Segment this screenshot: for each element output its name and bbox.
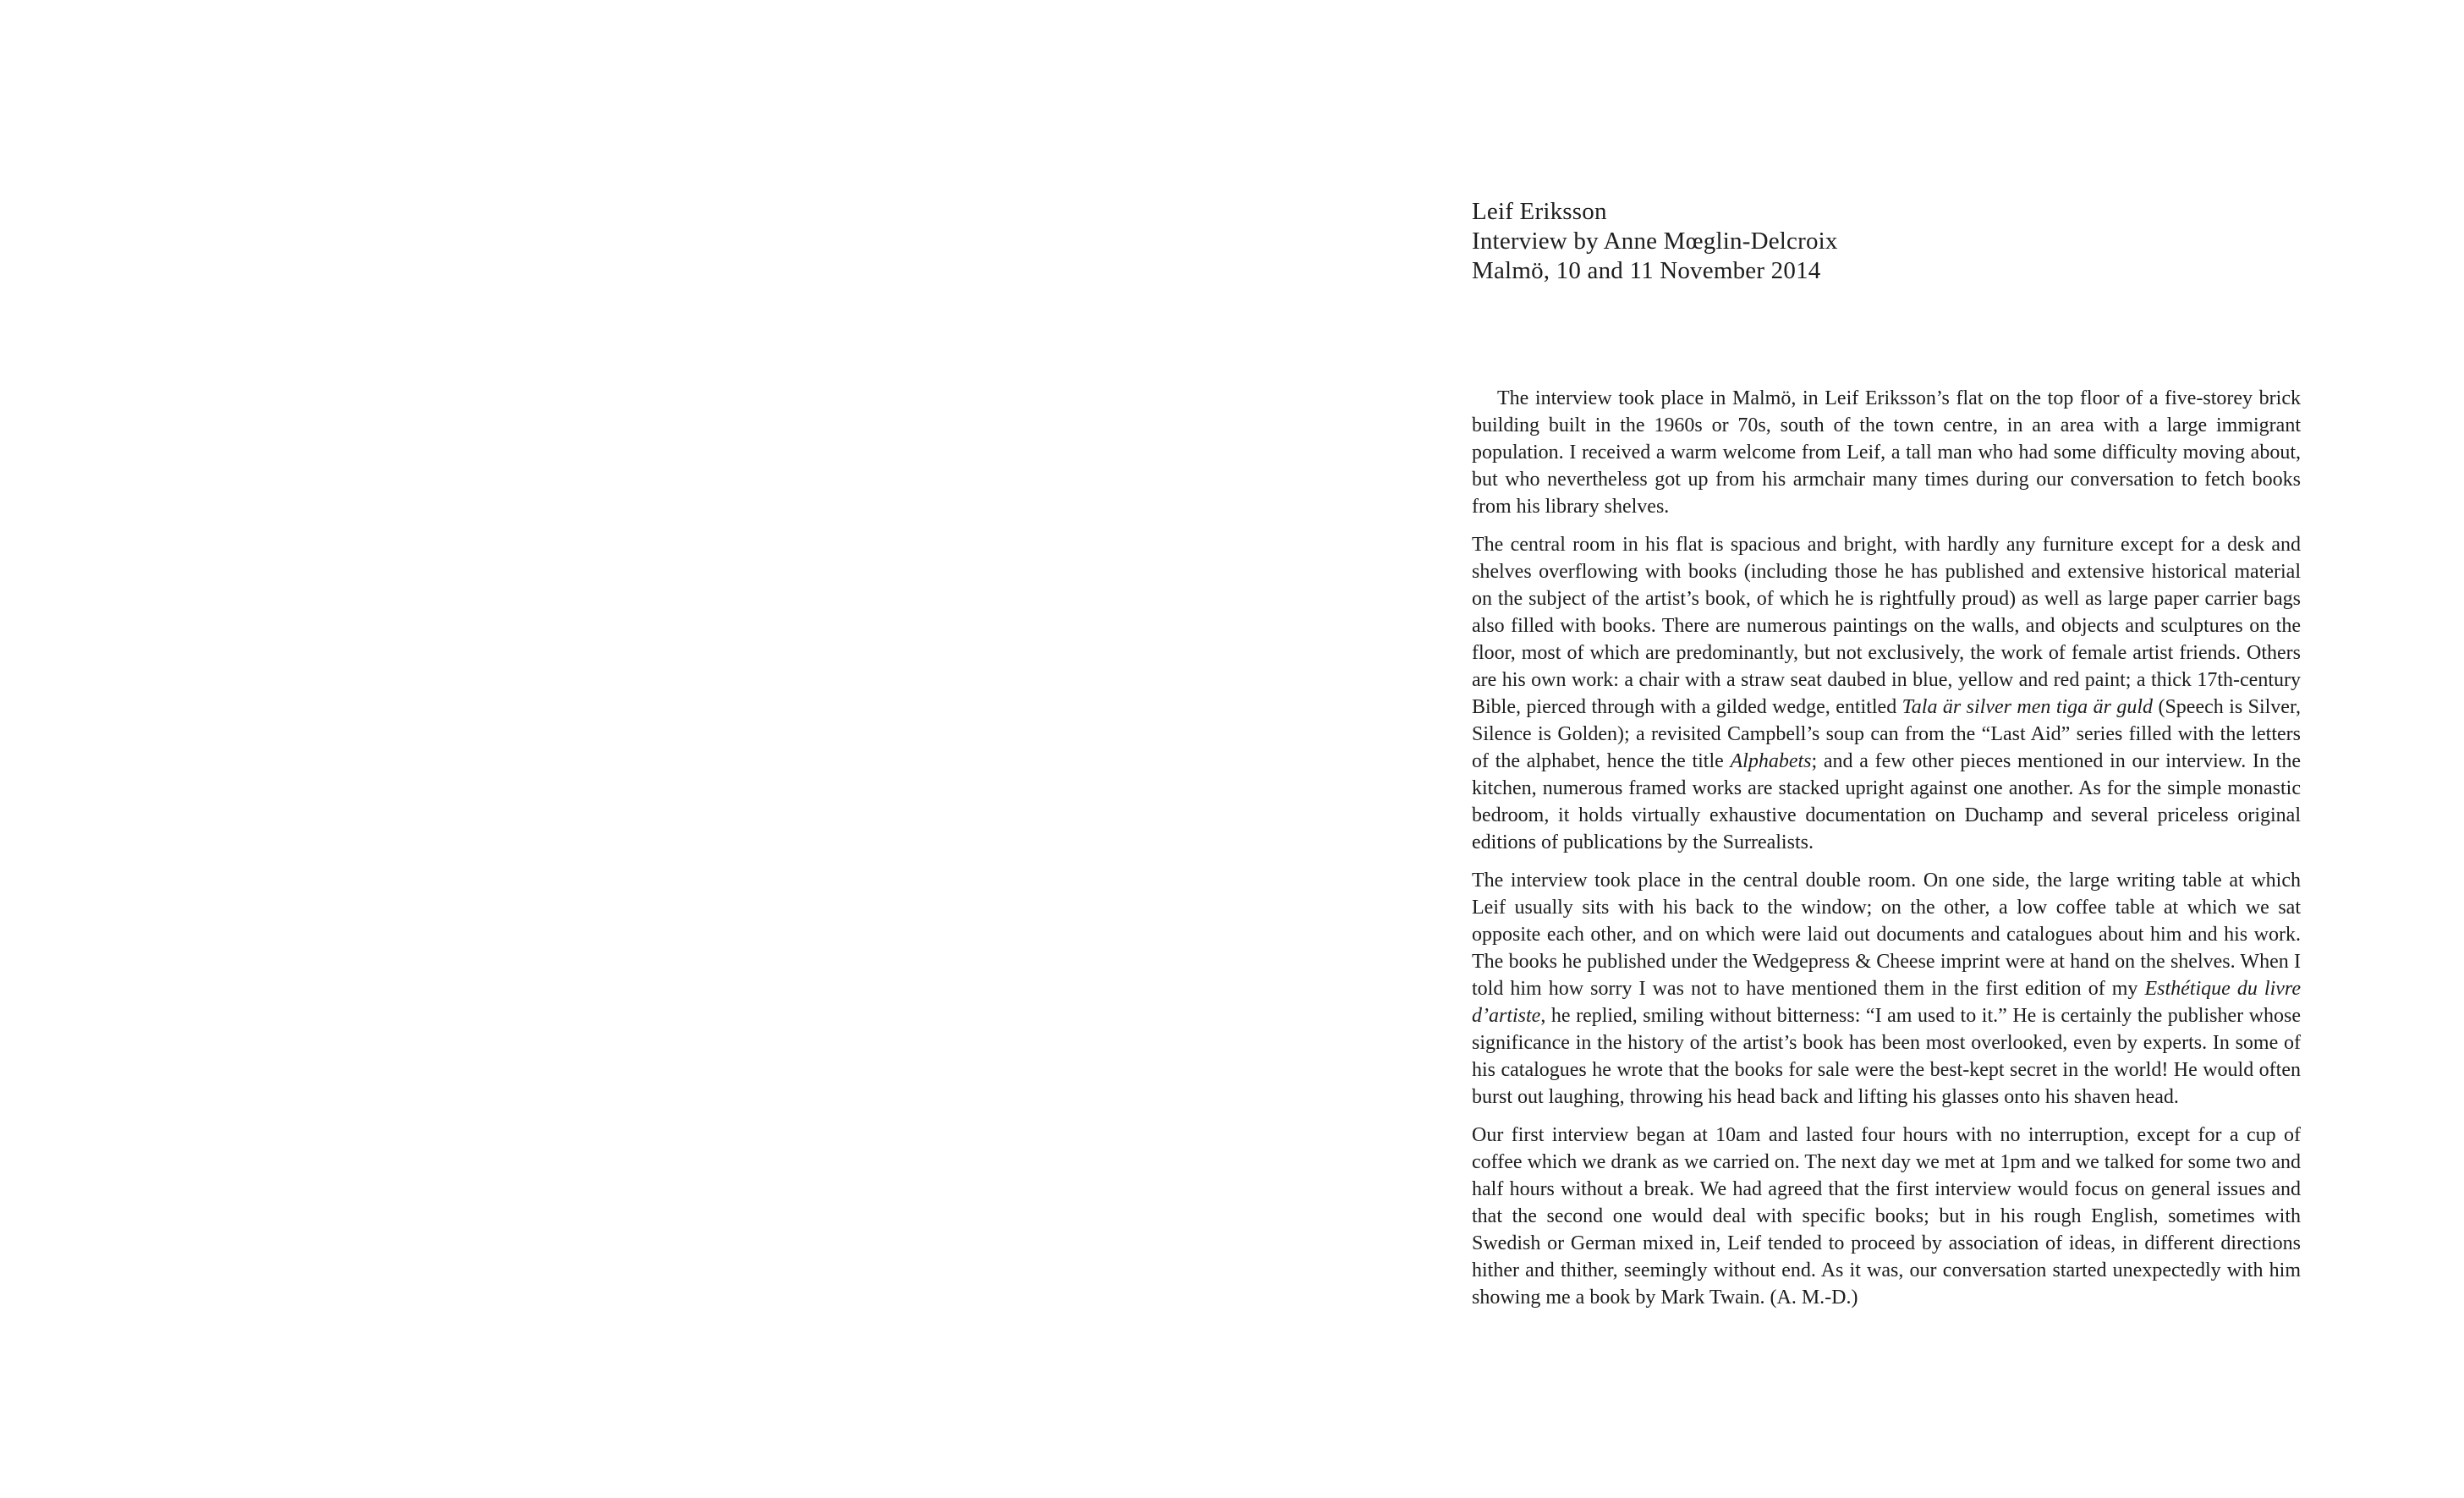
italic-work-title: Esthétique du livre d’artiste <box>1472 978 2301 1027</box>
text-run: ; and a few other pieces mentioned in our interview. In the kitchen, numerous framed works are stacked upright against one another. As for the simple monastic bedroom, it holds virtually exhaustive documentation on Duchamp and several priceless original editions of publications by the Surrealists. <box>1472 750 2301 853</box>
paragraph-2 <box>1472 531 2301 856</box>
text-column <box>1472 197 2301 1322</box>
text-run: The interview took place in Malmö, in Leif Eriksson’s flat on the top floor of a five-storey brick building built in the 1960s or 70s, south of the town centre, in an area with a large immigrant population. I received a warm welcome from Leif, a tall man who had some difficulty moving about, but who nevertheless got up from his armchair many times during our conversation to fetch books from his library shelves. <box>1472 387 2301 518</box>
paragraph-4 <box>1472 1122 2301 1311</box>
text-run: , he replied, smiling without bitterness: “I am used to it.” He is certainly the publisher whose significance in the history of the artist’s book has been most overlooked, even by experts. In some of his catalogues he wrote that the books for sale were the best-kept secret in the world! He would often burst out laughing, throwing his head back and lifting his glasses onto his shaven head. <box>1472 1005 2301 1108</box>
text-run: Our first interview began at 10am and lasted four hours with no interruption, except for a cup of coffee which we drank as we carried on. The next day we met at 1pm and we talked for some two and half hours without a break. We had agreed that the first interview would focus on general issues and that the second one would deal with specific books; but in his rough English, sometimes with Swedish or German mixed in, Leif tended to proceed by association of ideas, in different directions hither and thither, seemingly without end. As it was, our conversation started unexpectedly with him showing me a book by Mark Twain. (A. M.-D.) <box>1472 1124 2301 1309</box>
interview-byline: Interview by Anne Mœglin-Delcroix <box>1472 228 1838 255</box>
heading-block <box>1472 197 2301 286</box>
paragraph-1 <box>1472 385 2301 520</box>
text-run: The central room in his flat is spacious and bright, with hardly any furniture except for a desk and shelves overflowing with books (including those he has published and extensive historical material on the subject of the artist’s book, of which he is rightfully proud) as well as large paper carrier bags also filled with books. There are numerous paintings on the walls, and objects and sculptures on the floor, most of which are predominantly, but not exclusively, the work of female artist friends. Others are his own work: a chair with a straw seat daubed in blue, yellow and red paint; a thick 17th-century Bible, pierced through with a gilded wedge, entitled <box>1472 534 2301 718</box>
text-run: The interview took place in the central double room. On one side, the large writing table at which Leif usually sits with his back to the window; on the other, a low coffee table at which we sat opposite each other, and on which were laid out documents and catalogues about him and his work. The books he published under the Wedgepress & Cheese imprint were at hand on the shelves. When I told him how sorry I was not to have mentioned them in the first edition of my <box>1472 870 2301 1000</box>
author-name: Leif Eriksson <box>1472 198 1607 225</box>
text-run: (Speech is Silver, Silence is Golden); a revisited Campbell’s soup can from the “Last Aid” series filled with the letters of the alphabet, hence the title <box>1472 696 2301 772</box>
place-date-line: Malmö, 10 and 11 November 2014 <box>1472 257 1821 284</box>
italic-work-title: Tala är silver men tiga är guld <box>1902 696 2154 718</box>
italic-work-title: Alphabets <box>1730 750 1812 772</box>
paragraph-3 <box>1472 867 2301 1111</box>
body-paragraphs <box>1472 385 2301 1311</box>
